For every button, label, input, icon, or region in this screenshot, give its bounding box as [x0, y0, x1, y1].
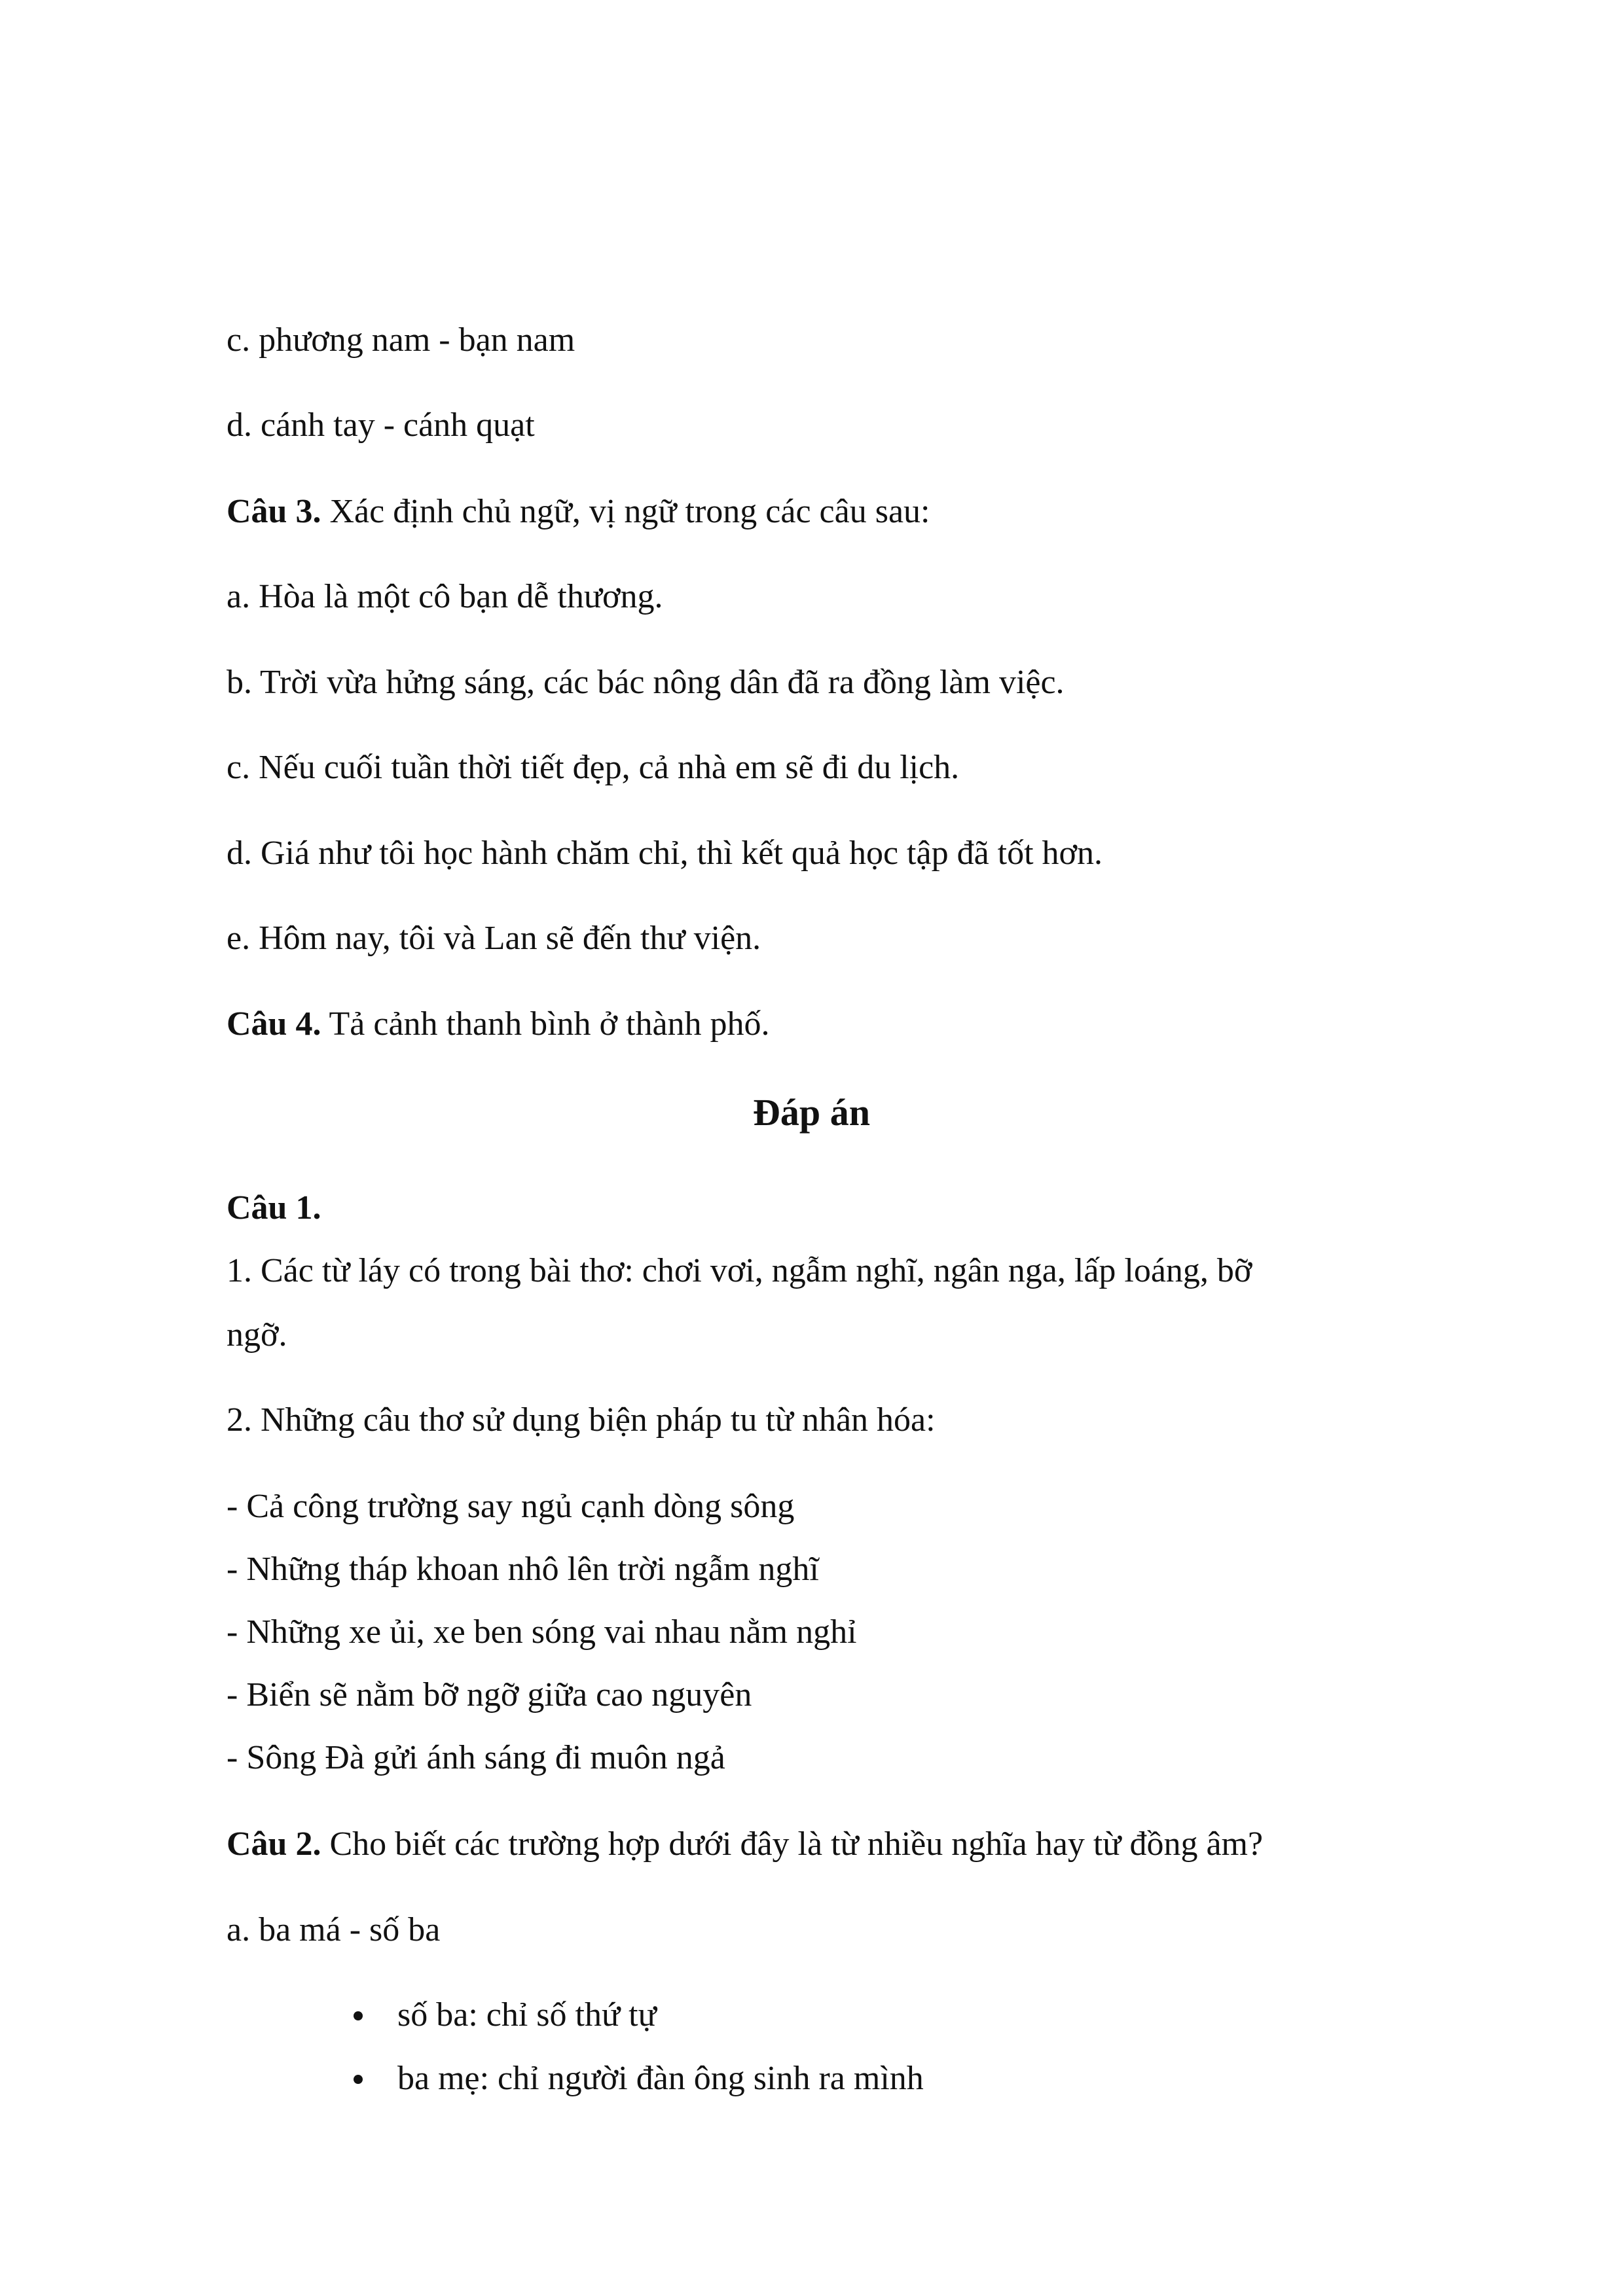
verse-line: - Biển sẽ nằm bỡ ngỡ giữa cao nguyên: [227, 1676, 752, 1713]
verse-line: - Những xe ủi, xe ben sóng vai nhau nằm nghỉ: [227, 1613, 857, 1651]
q2-item-c: c. phương nam - bạn nam: [227, 321, 575, 359]
q3-item-b: b. Trời vừa hửng sáng, các bác nông dân đã ra đồng làm việc.: [227, 664, 1065, 701]
q4-prompt: [227, 1003, 770, 1045]
bullet-list-item: [397, 1994, 657, 2036]
a1-p2: 2. Những câu thơ sử dụng biện pháp tu từ nhân hóa:: [227, 1401, 936, 1439]
answers-heading: Đáp án: [753, 1091, 870, 1134]
verse-line: - Cả công trường say ngủ cạnh dòng sông: [227, 1488, 795, 1525]
bullet-icon: [354, 2075, 363, 2084]
q4-label: Câu 4.: [227, 1005, 321, 1043]
bullet-text: ba mẹ: chỉ người đàn ông sinh ra mình: [397, 2060, 924, 2097]
q3-text: Xác định chủ ngữ, vị ngữ trong các câu sau:: [321, 493, 930, 530]
q3-item-d: d. Giá như tôi học hành chăm chỉ, thì kết quả học tập đã tốt hơn.: [227, 834, 1103, 872]
q3-label: Câu 3.: [227, 493, 321, 530]
q3-item-e: e. Hôm nay, tôi và Lan sẽ đến thư viện.: [227, 920, 761, 957]
bullet-list-item: [397, 2058, 924, 2100]
a2-text: Cho biết các trường hợp dưới đây là từ nhiều nghĩa hay từ đồng âm?: [321, 1825, 1264, 1863]
q2-item-d: d. cánh tay - cánh quạt: [227, 406, 535, 444]
bullet-icon: [354, 2011, 363, 2020]
bullet-text: số ba: chỉ số thứ tự: [397, 1996, 657, 2034]
a1-p1-line1: 1. Các từ láy có trong bài thơ: chơi vơi, ngẫm nghĩ, ngân nga, lấp loáng, bỡ: [227, 1252, 1252, 1289]
a2-item-a: a. ba má - số ba: [227, 1911, 441, 1948]
a1-p1-line2: ngỡ.: [227, 1316, 287, 1354]
a2-prompt: [227, 1823, 1263, 1865]
a1-label-text: Câu 1.: [227, 1189, 321, 1227]
a1-label: [227, 1187, 321, 1229]
q3-item-c: c. Nếu cuối tuần thời tiết đẹp, cả nhà em sẽ đi du lịch.: [227, 749, 960, 786]
q4-text: Tả cảnh thanh bình ở thành phố.: [321, 1005, 770, 1043]
q3-item-a: a. Hòa là một cô bạn dễ thương.: [227, 578, 663, 615]
verse-line: - Những tháp khoan nhô lên trời ngẫm nghĩ: [227, 1551, 819, 1588]
a2-label: Câu 2.: [227, 1825, 321, 1863]
verse-line: - Sông Đà gửi ánh sáng đi muôn ngả: [227, 1739, 725, 1776]
q3-prompt: [227, 491, 930, 533]
